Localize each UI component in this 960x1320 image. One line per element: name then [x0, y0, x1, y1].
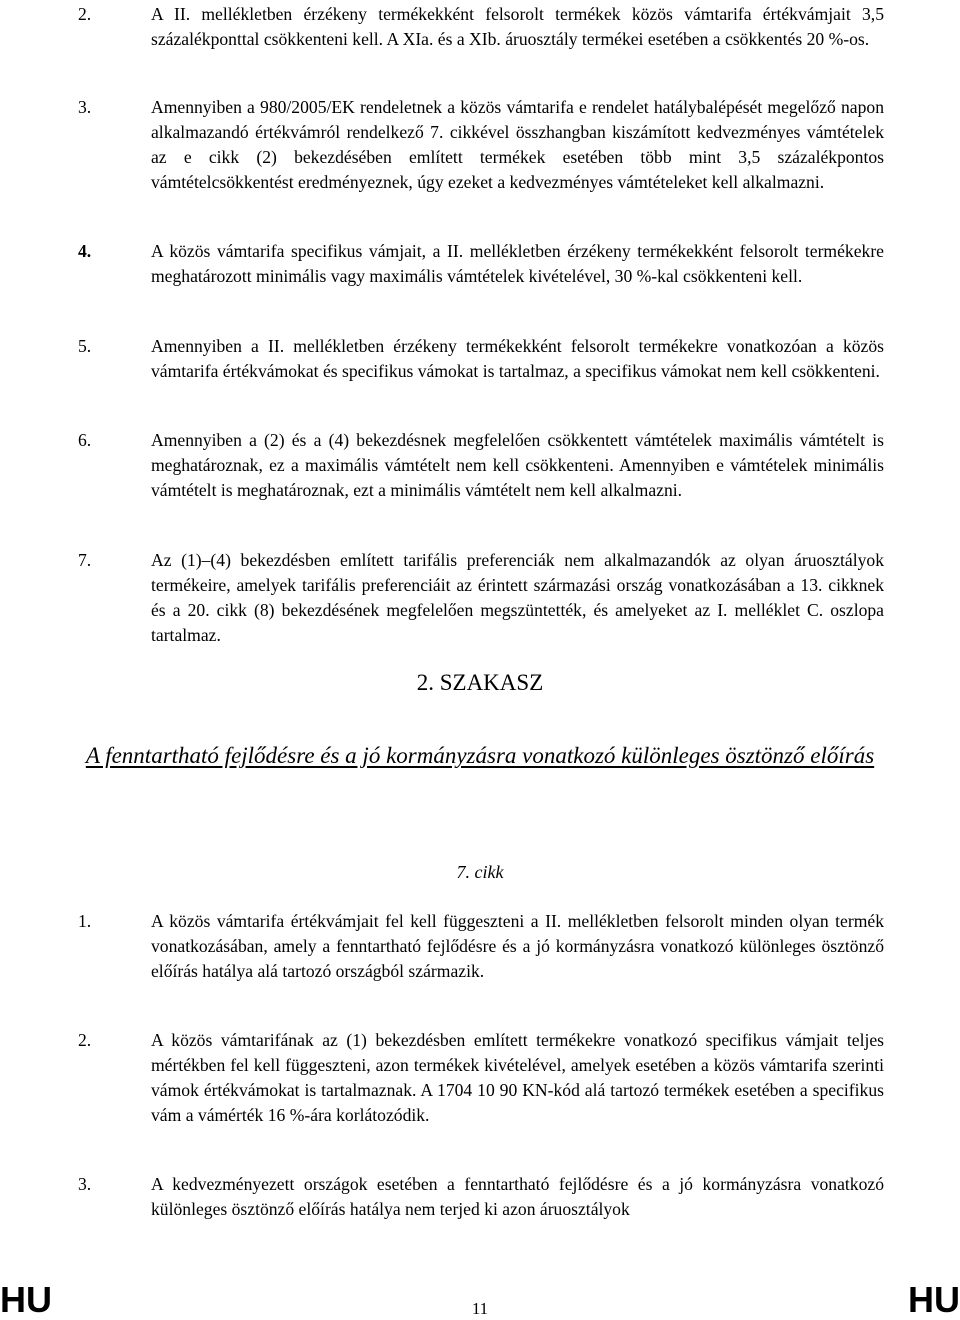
paragraph-3 — [78, 95, 884, 195]
paragraph-text: Az (1)–(4) bekezdésben említett tarifális preferenciák nem alkalmazandók az olyan áruosztályok termékeire, amelyek tarifális preferenciáit az érintett származási ország vonatkozásában a 13. cikknek és a 20. cikk (8) bekezdésének megfelelően megszüntették, és amelyeket az I. melléklet C. oszlopa tartalmaz. — [151, 550, 884, 645]
paragraph-text: A közös vámtarifa specifikus vámjait, a II. mellékletben érzékeny termékekként felsorolt termékekre meghatározott minimális vagy maximális vámtételek kivételével, 30 %-kal csökkenteni kell. — [151, 241, 884, 286]
paragraph-text: Amennyiben a (2) és a (4) bekezdésnek megfelelően csökkentett vámtételek maximális vámtételt is meghatároznak, ez a maximális vámtételt nem kell csökkenteni. Amennyiben e vámtételek minimális vámtételt is meghatároznak, ezt a minimális vámtételt nem kell alkalmazni. — [151, 430, 884, 500]
paragraph-2 — [78, 2, 884, 52]
paragraph-text: A II. mellékletben érzékeny termékekként felsorolt termékek közös vámtarifa értékvámjait 3,5 százalékponttal csökkenteni kell. A XIa. és a XIb. áruosztály termékei esetében a csökkentés 20 %-os. — [151, 4, 884, 49]
paragraph-number: 1. — [78, 911, 92, 931]
paragraph-text: Amennyiben a II. mellékletben érzékeny termékekként felsorolt termékekre vonatkozóan a közös vámtarifa értékvámokat és specifikus vámokat is tartalmaz, a specifikus vámokat nem kell csökkenteni. — [151, 336, 884, 381]
paragraph-number: 2. — [78, 1030, 92, 1050]
article-title: 7. cikk — [456, 862, 504, 882]
footer-language-code-left: HU — [0, 1279, 52, 1320]
section-subtitle: A fenntartható fejlődésre és a jó kormányzásra vonatkozó különleges ösztönző előírás — [85, 743, 875, 768]
article-paragraph-1 — [78, 909, 884, 984]
paragraph-text: A közös vámtarifának az (1) bekezdésben említett termékekre vonatkozó specifikus vámjait teljes mértékben fel kell függeszteni, azon termékek kivételével, amelyek esetében a közös vámtarifa szerinti vámok értékvámokat is tartalmaznak. A 1704 10 90 KN-kód alá tartozó termékek esetében a specifikus vám a vámérték 16 %-ára korlátozódik. — [151, 1030, 884, 1125]
paragraph-number: 7. — [78, 550, 92, 570]
paragraph-number: 3. — [78, 1174, 92, 1194]
paragraph-7 — [78, 548, 884, 648]
footer-language-code-right: HU — [908, 1279, 960, 1320]
paragraph-number: 3. — [78, 97, 92, 117]
paragraph-number: 4. — [78, 241, 92, 261]
section-title: 2. SZAKASZ — [416, 670, 544, 695]
paragraph-5 — [78, 334, 884, 384]
paragraph-text: A közös vámtarifa értékvámjait fel kell függeszteni a II. mellékletben felsorolt minden olyan termék vonatkozásában, amely a fenntartható fejlődésre és a jó kormányzásra vonatkozó különleges ösztönző előírás hatálya alá tartozó országból származik. — [151, 911, 884, 981]
article-paragraph-2 — [78, 1028, 884, 1128]
page-number: 11 — [471, 1299, 489, 1318]
article-paragraph-3 — [78, 1172, 884, 1222]
paragraph-text: A kedvezményezett országok esetében a fenntartható fejlődésre és a jó kormányzásra vonatkozó különleges ösztönző előírás hatálya nem terjed ki azon áruosztályok — [151, 1174, 884, 1219]
paragraph-6 — [78, 428, 884, 503]
paragraph-text: Amennyiben a 980/2005/EK rendeletnek a közös vámtarifa e rendelet hatálybalépését megelőző napon alkalmazandó értékvámról rendelkező 7. cikkével összhangban kiszámított kedvezményes vámtételek az e cikk (2) bekezdésében említett termékek esetében több mint 3,5 százalékpontos vámtételcsökkentést eredményeznek, úgy ezeket a kedvezményes vámtételeket kell alkalmazni. — [151, 97, 884, 192]
paragraph-number: 6. — [78, 430, 92, 450]
paragraph-number: 5. — [78, 336, 92, 356]
paragraph-4 — [78, 239, 884, 289]
paragraph-number: 2. — [78, 4, 92, 24]
